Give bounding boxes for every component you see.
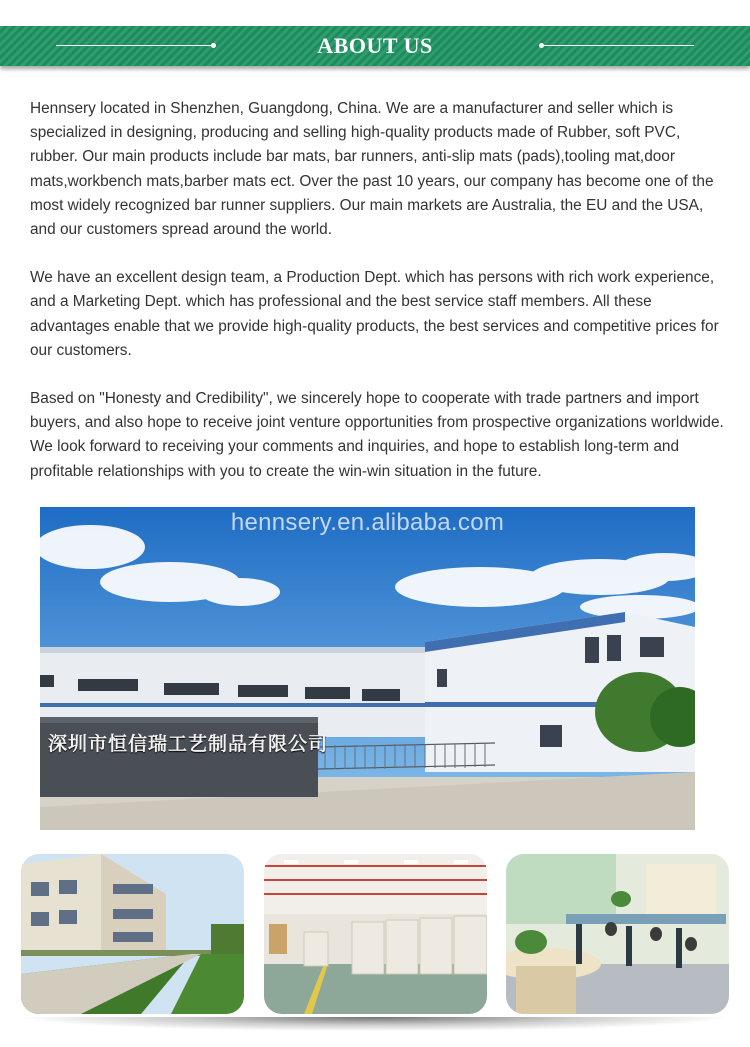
office-photo [506, 854, 729, 1014]
about-us-banner [0, 26, 750, 66]
bottom-shadow [25, 1017, 725, 1031]
page-title: ABOUT US [317, 33, 433, 58]
watermark-text: hennsery.en.alibaba.com [230, 509, 505, 536]
factory-building-photo [40, 507, 695, 830]
building-exterior-photo [21, 854, 244, 1014]
company-sign-text: 深圳市恒信瑞工艺制品有限公司 [48, 733, 329, 755]
about-paragraph-1: Hennsery located in Shenzhen, Guangdong, China. We are a manufacturer and seller which is specialized in designing, producing and selling high-quality products made of Rubber, soft PVC, rubber. Our main products include bar mats, bar runners, anti-slip mats (pads),tooling mat,door mats,workbench mats,barber mats ect. Over the past 10 years, our company has become one of the most widely recognized bar runner suppliers. Our main markets are Australia, the EU and the USA, and our customers spread around the world. [30, 100, 714, 239]
banner-right-rule [541, 45, 694, 46]
about-text [30, 97, 730, 508]
banner-right-dot [539, 43, 544, 48]
about-paragraph-2: We have an excellent design team, a Production Dept. which has persons with rich work experience, and a Marketing Dept. which has professional and the best service staff members. All these advantages enable that we provide high-quality products, the best services and competitive prices for our customers. [30, 269, 719, 359]
about-paragraph-3: Based on "Honesty and Credibility", we sincerely hope to cooperate with trade partners and import buyers, and also hope to receive joint venture opportunities from prospective organizations worldwide. We look forward to receiving your comments and inquiries, and hope to establish long-term and profitable relationships with you to create the win-win situation in the future. [30, 390, 724, 480]
warehouse-photo [264, 854, 487, 1014]
